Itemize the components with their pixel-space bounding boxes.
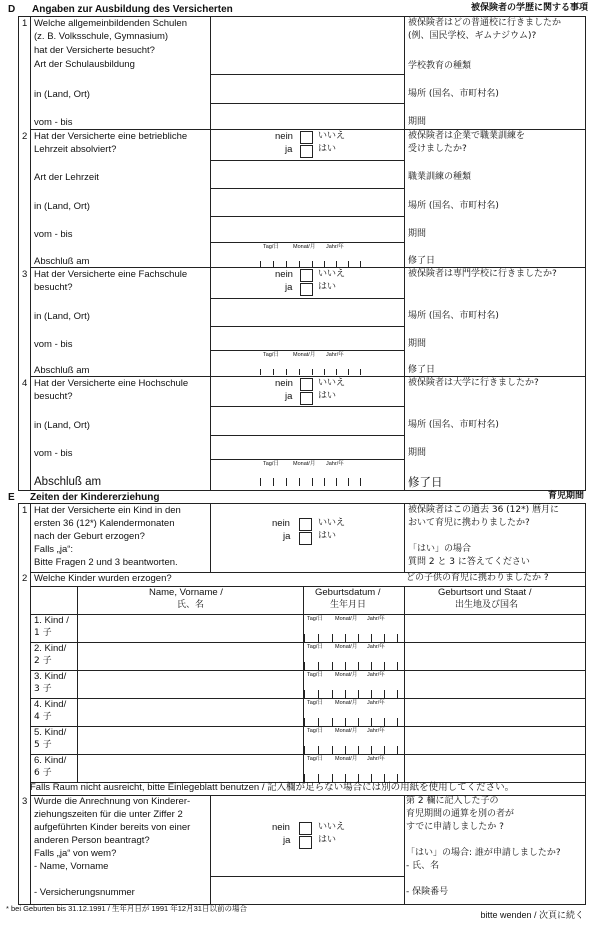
d-q4-monat-label: Monat/月 bbox=[293, 461, 316, 467]
d-q2-ja-label: ja bbox=[285, 144, 293, 155]
kid-tag-label: Tag/日 bbox=[307, 672, 323, 678]
e-q3-line: aufgeführten Kinder bereits von einer bbox=[34, 822, 191, 833]
d-q2-line: Hat der Versicherte eine betriebliche bbox=[34, 131, 188, 142]
section-e-letter: E bbox=[8, 492, 15, 503]
kid-label: 3. Kind/ bbox=[34, 671, 67, 682]
kid-name-field[interactable] bbox=[78, 671, 302, 697]
kid-monat-label: Monat/月 bbox=[335, 700, 358, 706]
kid-label-jp: 5 子 bbox=[34, 740, 52, 750]
d-q4-period-field[interactable] bbox=[211, 436, 403, 458]
d-q3-jp-in: 場所 (国名、市町村名) bbox=[408, 311, 499, 321]
kid-monat-label: Monat/月 bbox=[335, 616, 358, 622]
d-q2-jp: 被保険者は企業で職業訓練を bbox=[408, 131, 526, 141]
d-q2-iie: いいえ bbox=[318, 131, 346, 141]
e-q2-col-name: Name, Vorname / bbox=[149, 587, 223, 598]
e-q2-number: 2 bbox=[22, 573, 28, 584]
e-q1-line: Falls „ja“: bbox=[34, 544, 74, 555]
d-q4-in-label: in (Land, Ort) bbox=[34, 420, 90, 431]
kid-name-field[interactable] bbox=[78, 727, 302, 753]
d-q2-in-label: in (Land, Ort) bbox=[34, 201, 90, 212]
kid-monat-label: Monat/月 bbox=[335, 644, 358, 650]
kid-label-jp: 6 子 bbox=[34, 768, 52, 778]
kid-tag-label: Tag/日 bbox=[307, 700, 323, 706]
kid-jahr-label: Jahr/年 bbox=[367, 700, 385, 706]
continue-note: bitte wenden / 次頁に続く bbox=[480, 910, 584, 920]
d-q3-completion-date-field[interactable] bbox=[260, 359, 360, 375]
d-q2-hai: はい bbox=[318, 144, 337, 154]
e-q3-hai: はい bbox=[318, 835, 337, 845]
kid-jahr-label: Jahr/年 bbox=[367, 644, 385, 650]
d-q1-vom-label: vom - bis bbox=[34, 117, 73, 128]
d-q2-abschluss-label: Abschluß am bbox=[34, 256, 90, 267]
d-q4-ja-label: ja bbox=[285, 391, 293, 402]
d-q3-place-field[interactable] bbox=[211, 299, 403, 325]
kid-name-field[interactable] bbox=[78, 755, 302, 781]
section-d-title: Angaben zur Ausbildung des Versicherten bbox=[32, 4, 233, 15]
d-q2-type-field[interactable] bbox=[211, 161, 403, 187]
d-q3-number: 3 bbox=[22, 269, 28, 280]
e-q1-line: ersten 36 (12*) Kalendermonaten bbox=[34, 518, 175, 529]
kid-monat-label: Monat/月 bbox=[335, 672, 358, 678]
d-q3-monat-label: Monat/月 bbox=[293, 352, 316, 358]
e-q1-jp: 「はい」の場合 bbox=[408, 544, 472, 554]
d-q3-line: Hat der Versicherte eine Fachschule bbox=[34, 269, 188, 280]
d-q2-line: Lehrzeit absolviert? bbox=[34, 144, 117, 155]
e-q3-name-field[interactable] bbox=[211, 852, 403, 875]
d-q1-period-field[interactable] bbox=[211, 104, 403, 128]
e-q3-jp: 育児期間の通算を別の者が bbox=[406, 809, 515, 819]
kid-label: 1. Kind / bbox=[34, 615, 69, 626]
d-q2-nein-checkbox[interactable] bbox=[300, 131, 313, 144]
kid-birthplace-field[interactable] bbox=[405, 699, 584, 725]
section-d-title-jp: 被保険者の学歴に関する事項 bbox=[470, 3, 588, 13]
e-q1-number: 1 bbox=[22, 505, 28, 516]
kid-jahr-label: Jahr/年 bbox=[367, 756, 385, 762]
d-q2-jahr-label: Jahr/年 bbox=[326, 244, 344, 250]
kid-tag-label: Tag/日 bbox=[307, 756, 323, 762]
e-q3-jp: 第 2 欄に記入した子の bbox=[406, 796, 499, 806]
kid-tag-label: Tag/日 bbox=[307, 728, 323, 734]
section-e-title-jp: 育児期間 bbox=[547, 491, 584, 501]
d-q2-monat-label: Monat/月 bbox=[293, 244, 316, 250]
d-q1-jp-vom: 期間 bbox=[408, 117, 427, 127]
d-q3-abschluss-label: Abschluß am bbox=[34, 365, 90, 376]
e-q3-ja-checkbox[interactable] bbox=[299, 836, 312, 849]
d-q4-tag-label: Tag/日 bbox=[263, 461, 279, 467]
d-q3-ja-checkbox[interactable] bbox=[300, 283, 313, 296]
e-q1-ja-label: ja bbox=[283, 531, 291, 542]
e-q3-nein-label: nein bbox=[272, 822, 290, 833]
kid-monat-label: Monat/月 bbox=[335, 756, 358, 762]
d-q4-jp-vom: 期間 bbox=[408, 448, 427, 458]
d-q1-in-label: in (Land, Ort) bbox=[34, 89, 90, 100]
e-q3-ja-label: ja bbox=[283, 835, 291, 846]
d-q3-hai: はい bbox=[318, 282, 337, 292]
d-q3-in-label: in (Land, Ort) bbox=[34, 311, 90, 322]
kid-label: 5. Kind/ bbox=[34, 727, 67, 738]
d-q2-jp-abschluss: 修了日 bbox=[408, 256, 436, 266]
d-q1-line: Art der Schulausbildung bbox=[34, 59, 135, 70]
e-q2-col-name-jp: 氏、名 bbox=[177, 600, 205, 610]
d-q4-vom-label: vom - bis bbox=[34, 448, 73, 459]
e-q2-col-place-jp: 出生地及び国名 bbox=[455, 600, 519, 610]
d-q1-jp: (例、国民学校、ギムナジウム)? bbox=[408, 31, 537, 41]
d-q4-completion-date-field[interactable] bbox=[260, 468, 360, 486]
e-q1-iie: いいえ bbox=[318, 518, 346, 528]
e-q3-jp: - 保険番号 bbox=[406, 887, 449, 897]
e-q1-jp: 被保険者はこの過去 36 (12*) 暦月に bbox=[408, 505, 560, 515]
e-q1-jp: おいて育児に携わりましたか? bbox=[408, 518, 530, 528]
e-q3-iie: いいえ bbox=[318, 822, 346, 832]
d-q3-jp-vom: 期間 bbox=[408, 339, 427, 349]
d-q4-nein-checkbox[interactable] bbox=[300, 378, 313, 391]
d-q4-nein-label: nein bbox=[275, 378, 293, 389]
d-q1-jp-in: 場所 (国名、市町村名) bbox=[408, 89, 499, 99]
d-q2-jp-in: 場所 (国名、市町村名) bbox=[408, 201, 499, 211]
kid-name-field[interactable] bbox=[78, 615, 302, 641]
e-q2-col-place: Geburtsort und Staat / bbox=[438, 587, 532, 598]
d-q3-jp-abschluss: 修了日 bbox=[408, 365, 436, 375]
d-q2-jp-art: 職業訓練の種類 bbox=[408, 172, 472, 182]
d-q4-hai: はい bbox=[318, 391, 337, 401]
e-q3-line: ziehungszeiten für die unter Ziffer 2 bbox=[34, 809, 183, 820]
e-q3-line: Falls „ja“ von wem? bbox=[34, 848, 117, 859]
d-q1-jp: 被保険者はどの普通校に行きましたか bbox=[408, 18, 562, 28]
kid-label: 4. Kind/ bbox=[34, 699, 67, 710]
d-q4-line: Hat der Versicherte eine Hochschule bbox=[34, 378, 189, 389]
kid-tag-label: Tag/日 bbox=[307, 644, 323, 650]
d-q4-jp: 被保険者は大学に行きましたか? bbox=[408, 378, 539, 388]
kid-label: 6. Kind/ bbox=[34, 755, 67, 766]
d-q3-vom-label: vom - bis bbox=[34, 339, 73, 350]
d-q4-iie: いいえ bbox=[318, 378, 346, 388]
d-q1-jp-art: 学校教育の種類 bbox=[408, 61, 472, 71]
d-q1-place-field[interactable] bbox=[211, 75, 403, 102]
kid-label-jp: 4 子 bbox=[34, 712, 52, 722]
footnote: * bei Geburten bis 31.12.1991 / 生年月日が 1991 年12月31日以前の場合 bbox=[6, 904, 247, 913]
e-q2-col-date: Geburtsdatum / bbox=[315, 587, 381, 598]
d-q1-number: 1 bbox=[22, 18, 28, 29]
d-q2-tag-label: Tag/日 bbox=[263, 244, 279, 250]
e-q1-line: nach der Geburt erzogen? bbox=[34, 531, 145, 542]
e-q2-note: Falls Raum nicht ausreicht, bitte Einlegeblatt benutzen / 記入欄が足らない場合には別の用紙を使用してください。 bbox=[30, 782, 515, 793]
e-q2-col-date-jp: 生年月日 bbox=[330, 600, 367, 610]
kid-birthplace-field[interactable] bbox=[405, 643, 584, 669]
d-q2-ja-checkbox[interactable] bbox=[300, 145, 313, 158]
d-q2-place-field[interactable] bbox=[211, 189, 403, 215]
d-q2-art-label: Art der Lehrzeit bbox=[34, 172, 99, 183]
kid-monat-label: Monat/月 bbox=[335, 728, 358, 734]
d-q3-ja-label: ja bbox=[285, 282, 293, 293]
e-q3-line: Wurde die Anrechnung von Kinderer- bbox=[34, 796, 191, 807]
d-q2-nein-label: nein bbox=[275, 131, 293, 142]
e-q1-nein-checkbox[interactable] bbox=[299, 518, 312, 531]
d-q1-line: (z. B. Volksschule, Gymnasium) bbox=[34, 31, 169, 42]
kid-label-jp: 3 子 bbox=[34, 684, 52, 694]
d-q3-period-field[interactable] bbox=[211, 327, 403, 349]
d-q3-iie: いいえ bbox=[318, 269, 346, 279]
d-q3-jp: 被保険者は専門学校に行きましたか? bbox=[408, 269, 557, 279]
e-q1-hai: はい bbox=[318, 531, 337, 541]
kid-birthplace-field[interactable] bbox=[405, 727, 584, 753]
d-q2-jp: 受けましたか? bbox=[408, 144, 467, 154]
e-q3-jp: - 氏、名 bbox=[406, 861, 440, 871]
d-q2-period-field[interactable] bbox=[211, 217, 403, 241]
kid-label-jp: 2 子 bbox=[34, 656, 52, 666]
d-q1-line: hat der Versicherte besucht? bbox=[34, 45, 155, 56]
d-q3-line: besucht? bbox=[34, 282, 73, 293]
kid-label-jp: 1 子 bbox=[34, 628, 52, 638]
e-q3-jp: 「はい」の場合: 誰が申請しましたか? bbox=[406, 848, 561, 858]
kid-tag-label: Tag/日 bbox=[307, 616, 323, 622]
kid-label: 2. Kind/ bbox=[34, 643, 67, 654]
d-q3-nein-label: nein bbox=[275, 269, 293, 280]
d-q2-jp-vom: 期間 bbox=[408, 229, 427, 239]
e-q3-line: - Versicherungsnummer bbox=[34, 887, 135, 898]
d-q4-jahr-label: Jahr/年 bbox=[326, 461, 344, 467]
d-q1-school-type-field[interactable] bbox=[211, 17, 403, 73]
d-q2-vom-label: vom - bis bbox=[34, 229, 73, 240]
e-q1-line: Hat der Versicherte ein Kind in den bbox=[34, 505, 181, 516]
e-q1-nein-label: nein bbox=[272, 518, 290, 529]
d-q4-jp-in: 場所 (国名、市町村名) bbox=[408, 420, 499, 430]
d-q4-jp-abschluss: 修了日 bbox=[408, 475, 443, 489]
d-q3-jahr-label: Jahr/年 bbox=[326, 352, 344, 358]
e-q3-line: anderen Person beantragt? bbox=[34, 835, 150, 846]
e-q3-number: 3 bbox=[22, 796, 28, 807]
d-q1-line: Welche allgemeinbildenden Schulen bbox=[34, 18, 187, 29]
d-q4-abschluss-label: Abschluß am bbox=[34, 476, 102, 488]
d-q4-place-field[interactable] bbox=[211, 407, 403, 434]
kid-jahr-label: Jahr/年 bbox=[367, 672, 385, 678]
d-q3-tag-label: Tag/日 bbox=[263, 352, 279, 358]
kid-birthplace-field[interactable] bbox=[405, 755, 584, 781]
e-q3-jp: すでに申請しましたか ? bbox=[406, 822, 504, 832]
e-q1-jp: 質問 2 と 3 に答えてください bbox=[408, 557, 530, 567]
d-q2-completion-date-field[interactable] bbox=[260, 251, 360, 267]
section-d-letter: D bbox=[8, 4, 16, 15]
d-q4-number: 4 bbox=[22, 378, 28, 389]
kid-birthplace-field[interactable] bbox=[405, 671, 584, 697]
e-q2-question-jp: どの子供の育児に携わりましたか ? bbox=[406, 573, 549, 583]
kid-name-field[interactable] bbox=[78, 643, 302, 669]
d-q3-nein-checkbox[interactable] bbox=[300, 269, 313, 282]
e-q3-insurance-number-field[interactable] bbox=[211, 877, 403, 903]
e-q2-question: Welche Kinder wurden erzogen? bbox=[34, 573, 172, 584]
section-e-title: Zeiten der Kindererziehung bbox=[30, 492, 160, 503]
d-q4-line: besucht? bbox=[34, 391, 73, 402]
e-q3-line: - Name, Vorname bbox=[34, 861, 109, 872]
kid-name-field[interactable] bbox=[78, 699, 302, 725]
e-q1-line: Bitte Fragen 2 und 3 beantworten. bbox=[34, 557, 178, 568]
kid-jahr-label: Jahr/年 bbox=[367, 728, 385, 734]
e-q3-nein-checkbox[interactable] bbox=[299, 822, 312, 835]
d-q4-ja-checkbox[interactable] bbox=[300, 392, 313, 405]
d-q2-number: 2 bbox=[22, 131, 28, 142]
e-q1-ja-checkbox[interactable] bbox=[299, 532, 312, 545]
kid-jahr-label: Jahr/年 bbox=[367, 616, 385, 622]
kid-birthplace-field[interactable] bbox=[405, 615, 584, 641]
